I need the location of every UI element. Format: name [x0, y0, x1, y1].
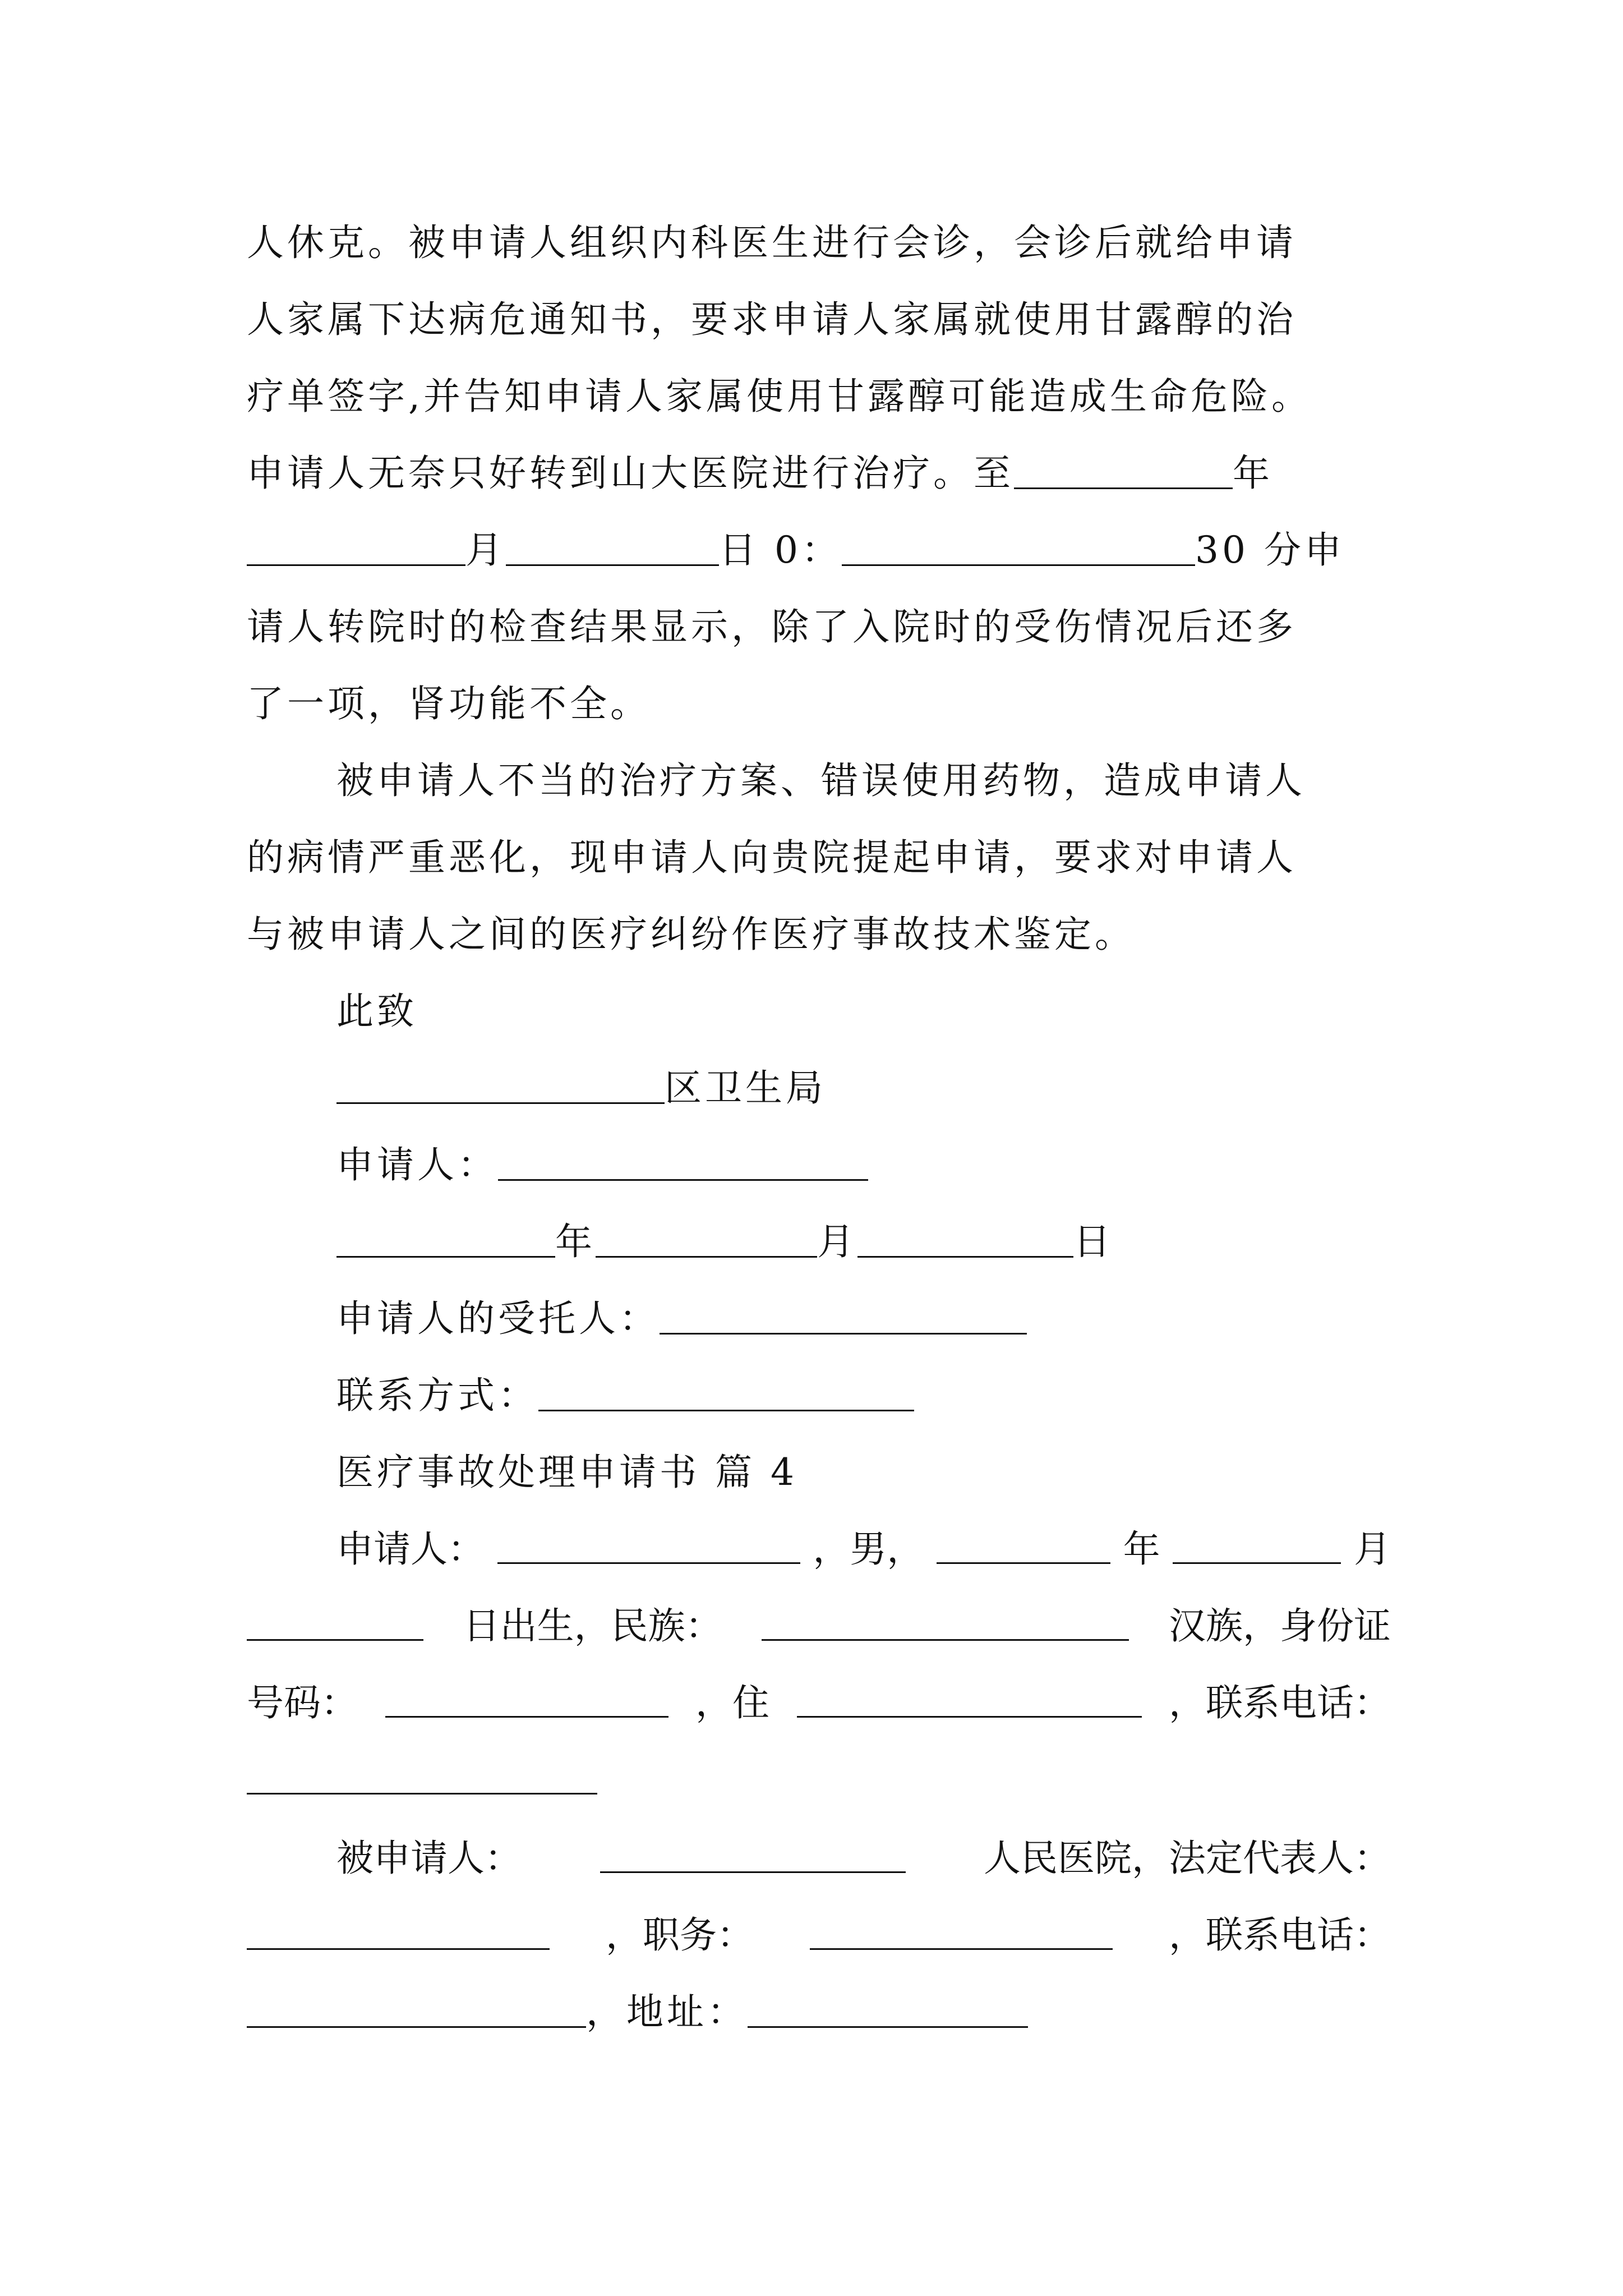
blank-field [842, 521, 1195, 566]
minute-label: 30 分申 [1195, 528, 1345, 572]
blank-field [810, 1904, 1113, 1950]
section-title: 医疗事故处理申请书 篇 4 [336, 1451, 797, 1494]
blank-field [247, 521, 465, 566]
blank-field [1014, 444, 1233, 489]
address-label: ，住 [695, 1681, 769, 1724]
applicant-info-line [247, 1595, 1391, 1657]
body-text-line [247, 443, 1391, 504]
contact-label: 联系方式： [336, 1374, 538, 1417]
body-text-line: 了一项，肾功能不全。 [247, 682, 651, 725]
blank-field [385, 1672, 668, 1718]
recipient-label: 区卫生局 [665, 1066, 826, 1110]
body-text: 申请人无奈只好转到山大医院进行治疗。至 [247, 452, 1014, 495]
year-label: 年 [1233, 452, 1273, 495]
agent-label: 申请人的受托人： [336, 1297, 660, 1340]
body-text-line: 与被申请人之间的医疗纠纷作医疗事故技术鉴定。 [247, 913, 1135, 956]
month-label: 月 [465, 528, 506, 572]
id-label: 号码： [247, 1681, 358, 1724]
ethnicity-id-label: 汉族，身份证 [1168, 1604, 1391, 1648]
body-text-line [247, 519, 1391, 581]
day-time-label: 日 0： [719, 528, 842, 572]
blank-field [247, 1595, 423, 1641]
body-text-line: 请人转院时的检查结果显示，除了入院时的受伤情况后还多 [247, 605, 1297, 648]
blank-field [600, 1828, 906, 1873]
body-text-line: 的病情严重恶化，现申请人向贵院提起申请，要求对申请人 [247, 836, 1297, 879]
blank-field [247, 1982, 586, 2028]
blank-field [660, 1289, 1027, 1335]
position-label: ，职务： [606, 1913, 754, 1957]
blank-field [336, 1059, 665, 1104]
salutation: 此致 [336, 990, 417, 1033]
body-text-line: 人休克。被申请人组织内科医生进行会诊，会诊后就给申请 [247, 221, 1297, 264]
year-label: 年 [555, 1220, 596, 1263]
blank-field [797, 1672, 1142, 1718]
blank-field [538, 1366, 914, 1411]
respondent-label: 被申请人： [336, 1837, 522, 1880]
respondent-info-line [247, 1904, 1391, 1966]
month-label: 月 [817, 1220, 857, 1263]
blank-field [247, 1793, 597, 1795]
recipient-line [336, 1057, 1391, 1119]
blank-field [336, 1212, 555, 1258]
body-text-line: 疗单签字,并告知申请人家属使用甘露醇可能造成生命危险。 [247, 375, 1312, 418]
blank-field [937, 1519, 1110, 1564]
blank-field [762, 1595, 1129, 1641]
contact-line [336, 1365, 1391, 1427]
applicant-label: 申请人： [336, 1527, 485, 1571]
blank-field [497, 1519, 800, 1564]
phone-label: ，联系电话： [1169, 1681, 1391, 1724]
blank-field [857, 1212, 1073, 1258]
address-label: ，地址： [586, 1990, 748, 2033]
applicant-info-line [336, 1519, 1391, 1580]
blank-field [498, 1135, 868, 1181]
applicant-label: 申请人： [336, 1143, 498, 1186]
blank-field [1173, 1519, 1341, 1564]
body-text-line: 人家属下达病危通知书，要求申请人家属就使用甘露醇的治 [247, 298, 1297, 341]
body-text-line: 被申请人不当的治疗方案、错误使用药物，造成申请人 [336, 759, 1306, 802]
respondent-info-line [336, 1828, 1391, 1889]
birth-ethnicity-label: 日出生，民族： [463, 1604, 722, 1648]
year-label: 年 [1123, 1527, 1160, 1571]
blank-field [748, 1982, 1028, 2028]
applicant-info-line [247, 1672, 1391, 1734]
date-line [336, 1211, 1391, 1273]
agent-line [336, 1288, 1391, 1350]
phone-label: ，联系电话： [1169, 1913, 1391, 1957]
blank-field [506, 521, 719, 566]
hospital-label: 人民医院，法定代表人： [984, 1837, 1391, 1880]
day-label: 日 [1073, 1220, 1114, 1263]
applicant-signature-line [336, 1134, 1391, 1196]
blank-field [596, 1212, 817, 1258]
blank-field [247, 1904, 550, 1950]
respondent-info-line [247, 1981, 1391, 2043]
gender-text: ，男， [813, 1527, 924, 1571]
month-label: 月 [1353, 1527, 1391, 1571]
